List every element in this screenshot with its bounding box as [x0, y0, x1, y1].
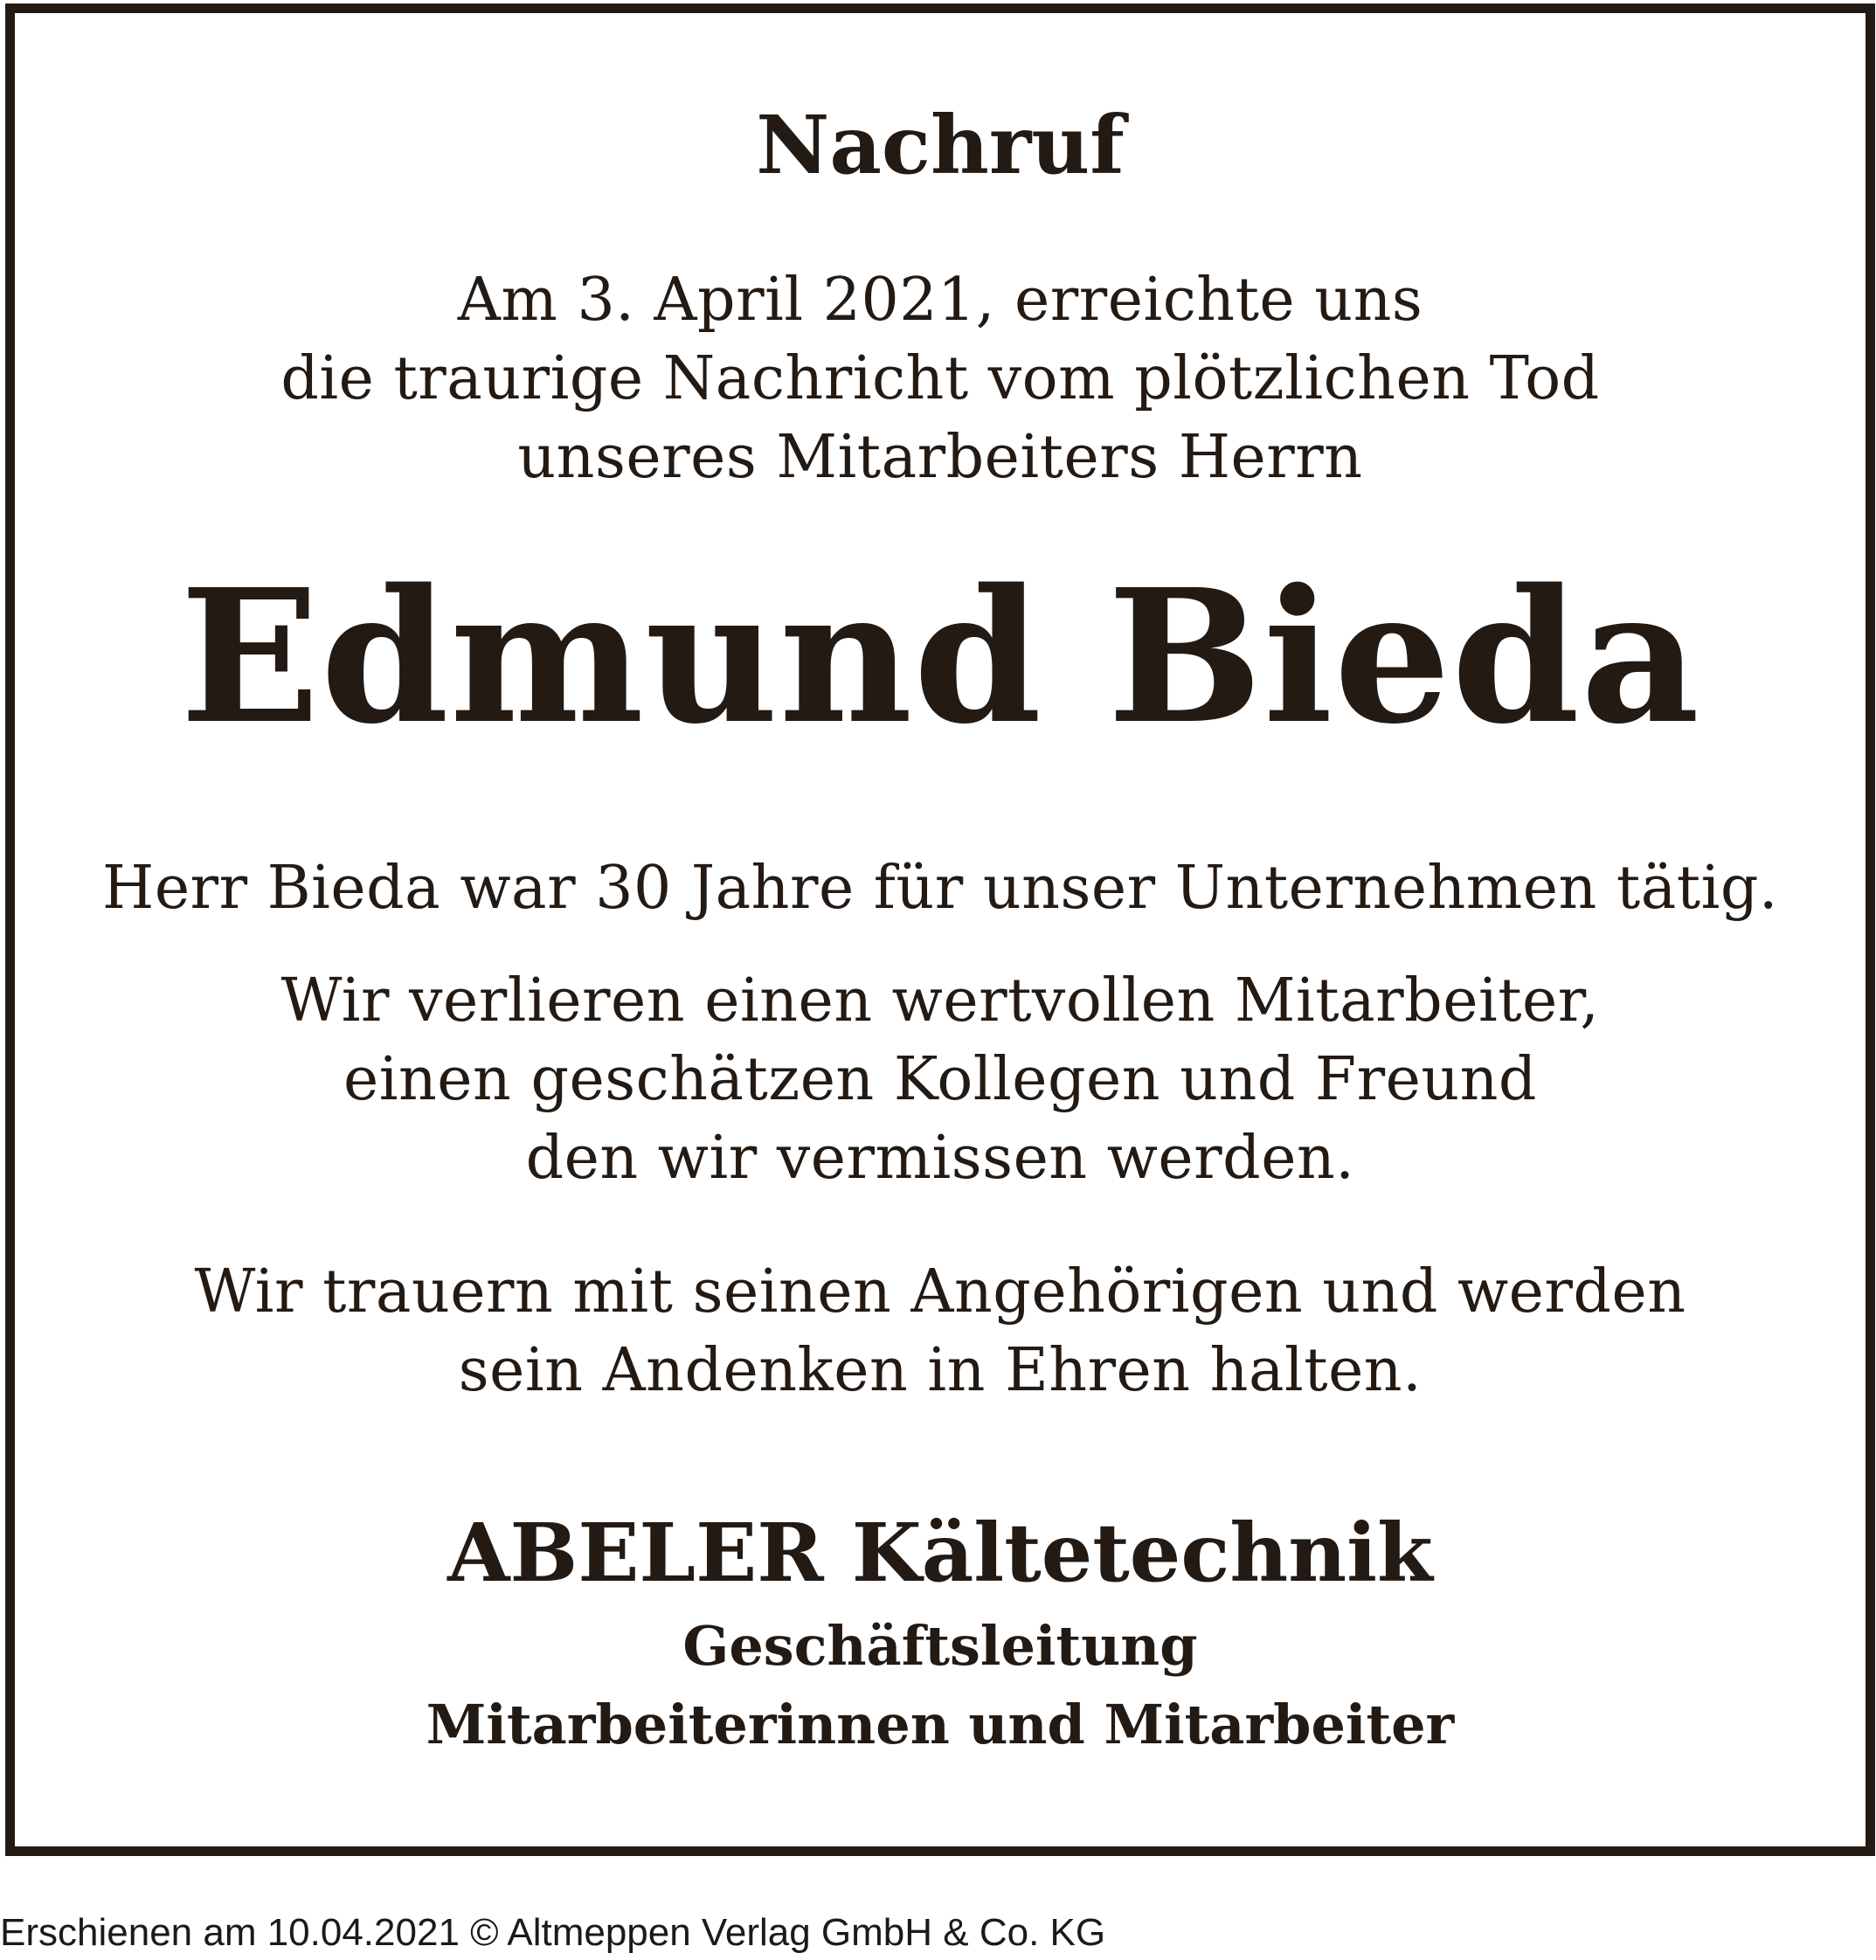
- intro-line-3: unseres Mitarbeiters Herrn: [517, 423, 1363, 492]
- publication-footer: Erschienen am 10.04.2021 © Altmeppen Verlag GmbH & Co. KG: [0, 1911, 1106, 1954]
- mourning-line-2: sein Andenken in Ehren halten.: [458, 1336, 1423, 1405]
- signature-line-staff: Mitarbeiterinnen und Mitarbeiter: [426, 1693, 1455, 1756]
- tribute-line-1: Wir verlieren einen wertvollen Mitarbeiter,: [280, 966, 1600, 1035]
- intro-line-1: Am 3. April 2021, erreichte uns: [457, 266, 1423, 335]
- obituary-notice-frame: [5, 3, 1875, 1856]
- notice-heading: Nachruf: [756, 98, 1125, 192]
- tenure-line: Herr Bieda war 30 Jahre für unser Unternehmen tätig.: [102, 854, 1778, 923]
- mourning-line-1: Wir trauern mit seinen Angehörigen und werden: [194, 1257, 1686, 1326]
- signature-line-management: Geschäftsleitung: [682, 1614, 1198, 1678]
- deceased-name: Edmund Bieda: [179, 549, 1701, 765]
- company-name: ABELER Kältetechnik: [447, 1506, 1433, 1600]
- tribute-line-2: einen geschätzen Kollegen und Freund: [343, 1045, 1537, 1114]
- intro-line-2: die traurige Nachricht vom plötzlichen Tod: [280, 344, 1600, 413]
- tribute-line-3: den wir vermissen werden.: [525, 1124, 1355, 1193]
